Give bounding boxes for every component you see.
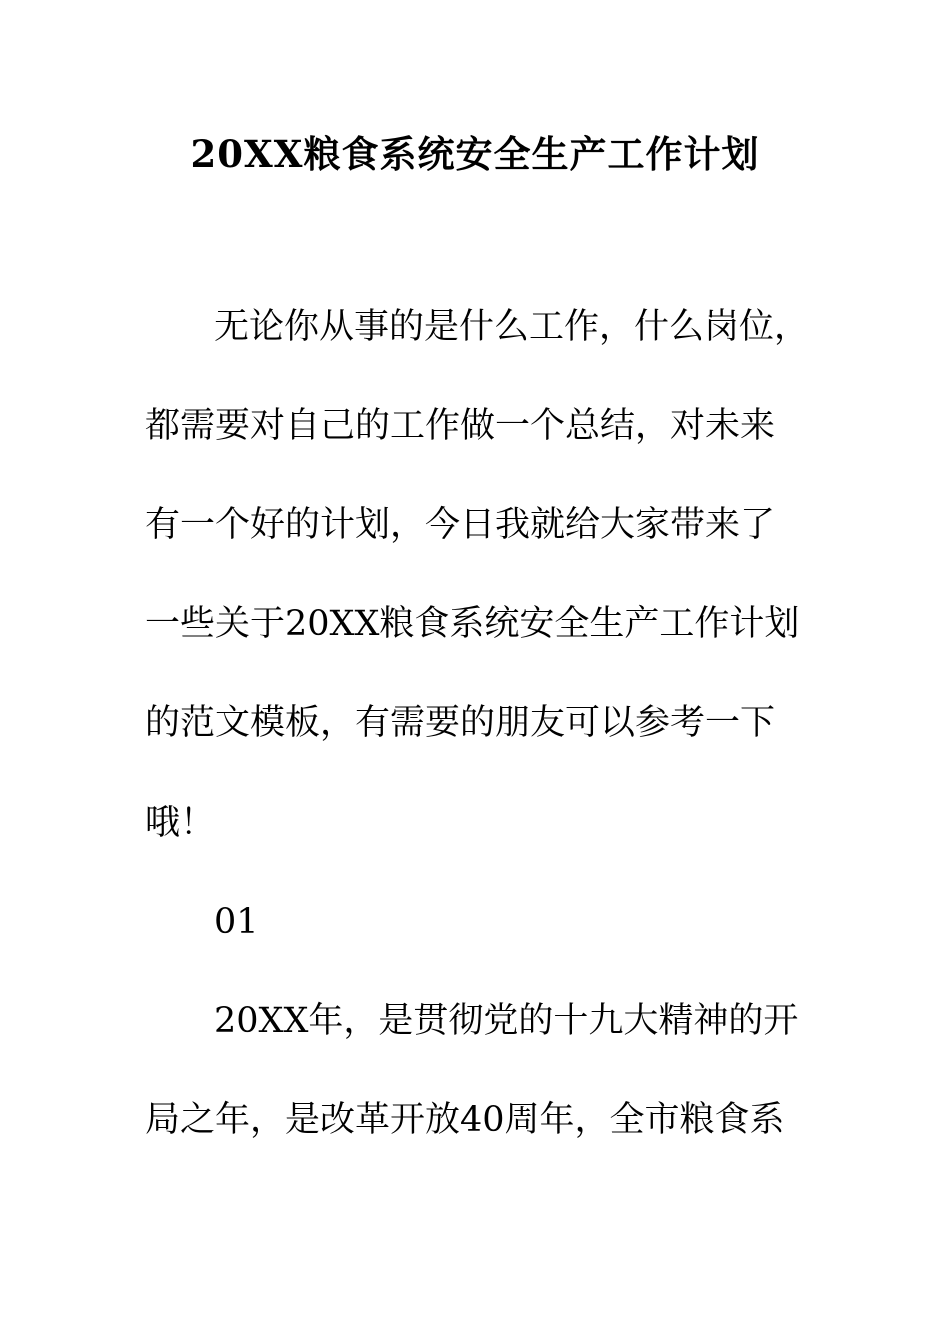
paragraph-line: 20XX年，是贯彻党的十九大精神的开 [214, 1001, 799, 1041]
section-number: 01 [214, 902, 259, 942]
paragraph-line: 局之年，是改革开放40周年，全市粮食系 [145, 1100, 785, 1140]
paragraph-line: 无论你从事的是什么工作，什么岗位， [214, 307, 810, 347]
paragraph-line: 哦！ [145, 803, 216, 843]
paragraph-line: 都需要对自己的工作做一个总结，对未来 [145, 406, 776, 446]
document-title: 20XX粮食系统安全生产工作计划 [190, 132, 760, 176]
paragraph-line: 一些关于20XX粮食系统安全生产工作计划 [145, 604, 800, 644]
paragraph-line: 的范文模板，有需要的朋友可以参考一下 [145, 703, 776, 743]
paragraph-line: 有一个好的计划，今日我就给大家带来了 [145, 505, 776, 545]
